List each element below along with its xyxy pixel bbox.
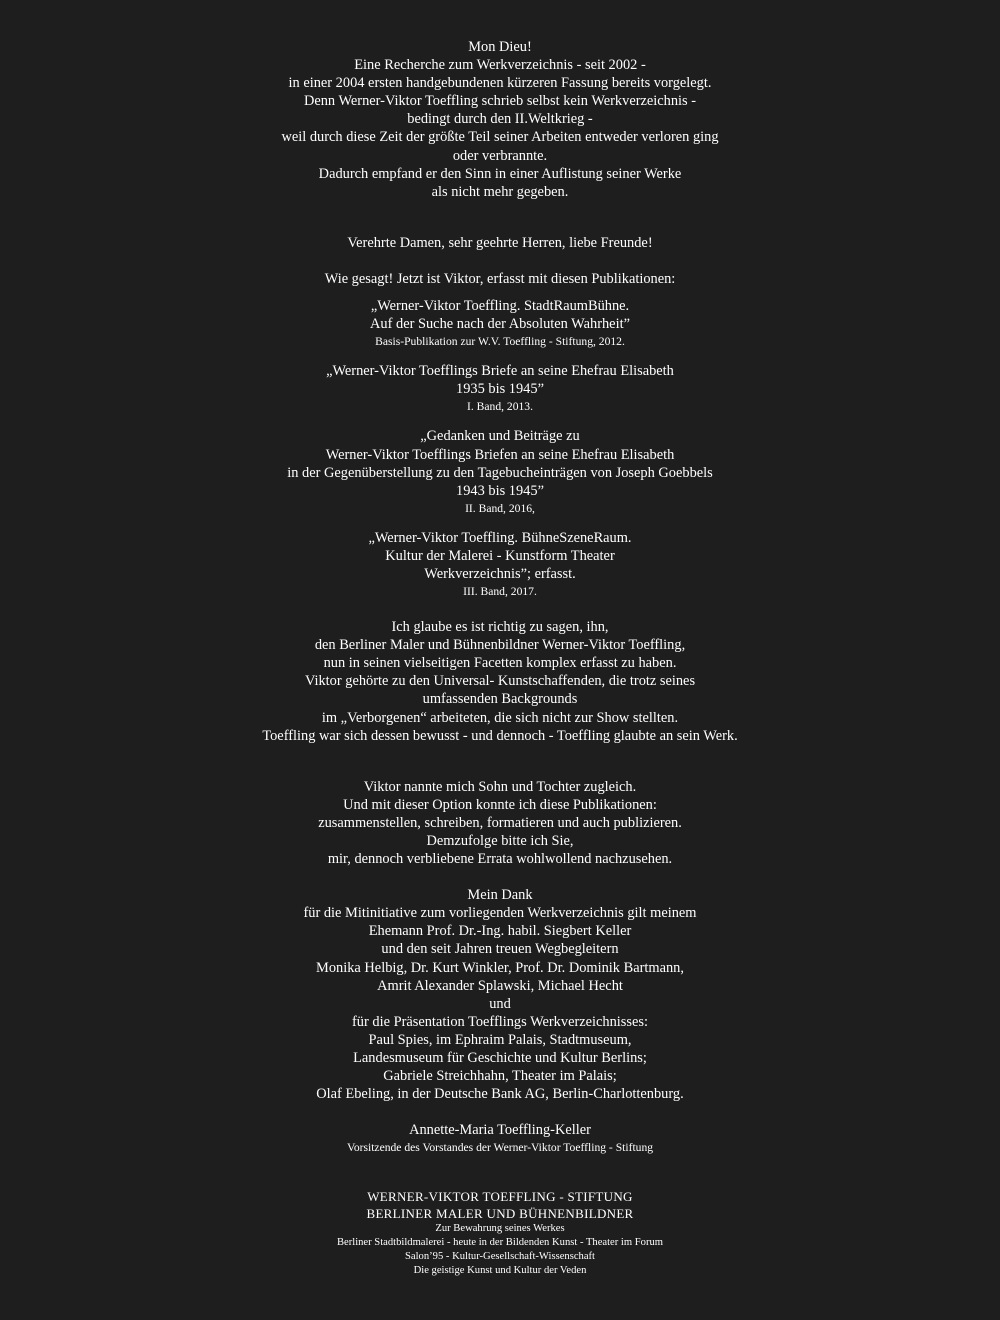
thanks-line: und den seit Jahren treuen Wegbegleitern [381, 941, 619, 958]
thanks-line: Mein Dank [467, 887, 533, 904]
signature-name: Annette-Maria Toeffling-Keller [409, 1122, 591, 1139]
belief-line: Toeffling war sich dessen bewusst - und dennoch - Toeffling glaubte an sein Werk. [262, 727, 738, 744]
thanks-line: Landesmuseum für Geschichte und Kultur Berlins; [353, 1050, 647, 1067]
signature-role: Vorsitzende des Vorstandes der Werner-Viktor Toeffling - Stiftung [346, 1141, 654, 1155]
intro-line: Denn Werner-Viktor Toeffling schrieb selbst kein Werkverzeichnis - [303, 93, 697, 110]
foundation-line: Zur Bewahrung seines Werkes [435, 1223, 565, 1235]
foundation-name: WERNER-VIKTOR TOEFFLING - STIFTUNG [367, 1189, 633, 1205]
publication-note: III. Band, 2017. [463, 585, 537, 599]
belief-line: umfassenden Backgrounds [422, 691, 578, 708]
foundation-block [0, 1189, 1000, 1277]
intro-line: in einer 2004 ersten handgebundenen kürzeren Fassung bereits vorgelegt. [288, 75, 712, 92]
son-daughter-section [0, 778, 1000, 868]
letter-page [0, 38, 1000, 1278]
publication-title-line: in der Gegenüberstellung zu den Tagebucheinträgen von Joseph Goebbels [287, 464, 713, 481]
publication-title-line: „Gedanken und Beiträge zu [420, 428, 580, 445]
intro-line: Dadurch empfand er den Sinn in einer Auflistung seiner Werke [318, 165, 682, 182]
thanks-line: Olaf Ebeling, in der Deutsche Bank AG, Berlin-Charlottenburg. [316, 1086, 684, 1103]
thanks-line: Amrit Alexander Splawski, Michael Hecht [377, 977, 623, 994]
foundation-line: Berliner Stadtbildmalerei - heute in der Bildenden Kunst - Theater im Forum [336, 1237, 664, 1249]
publication-title-line: „Werner-Viktor Toeffling. BühneSzeneRaum. [368, 529, 632, 546]
publication-title-line: Kultur der Malerei - Kunstform Theater [385, 547, 615, 564]
thanks-line: Gabriele Streichhahn, Theater im Palais; [383, 1068, 617, 1085]
intro-line: oder verbrannte. [452, 147, 548, 164]
publication-title-line: Auf der Suche nach der Absoluten Wahrheit” [370, 316, 630, 333]
intro-section [0, 38, 1000, 201]
son-daughter-line: mir, dennoch verbliebene Errata wohlwollend nachzusehen. [327, 851, 673, 868]
thanks-section [0, 886, 1000, 1103]
belief-line: Ich glaube es ist richtig zu sagen, ihn, [391, 619, 609, 636]
son-daughter-line: Und mit dieser Option konnte ich diese Publikationen: [343, 796, 657, 813]
thanks-line: und [489, 995, 511, 1012]
intro-line: als nicht mehr gegeben. [431, 183, 569, 200]
publication-item [0, 529, 1000, 600]
thanks-line: Monika Helbig, Dr. Kurt Winkler, Prof. Dr. Dominik Bartmann, [316, 959, 684, 976]
thanks-line: Ehemann Prof. Dr.-Ing. habil. Siegbert Keller [368, 923, 632, 940]
belief-line: den Berliner Maler und Bühnenbildner Werner-Viktor Toeffling, [314, 637, 686, 654]
publication-title-line: „Werner-Viktor Toefflings Briefe an seine Ehefrau Elisabeth [326, 363, 674, 380]
belief-line: Viktor gehörte zu den Universal- Kunstschaffenden, die trotz seines [304, 673, 696, 690]
publication-title-line: 1943 bis 1945” [456, 482, 544, 499]
greeting: Verehrte Damen, sehr geehrte Herren, liebe Freunde! [347, 234, 653, 251]
belief-line: nun in seinen vielseitigen Facetten komplex erfasst zu haben. [323, 655, 677, 672]
intro-line: bedingt durch den II.Weltkrieg - [407, 111, 593, 128]
thanks-line: Paul Spies, im Ephraim Palais, Stadtmuseum, [368, 1031, 632, 1048]
publication-item [0, 427, 1000, 516]
intro-line: Mon Dieu! [468, 39, 532, 55]
son-daughter-line: zusammenstellen, schreiben, formatieren und auch publizieren. [318, 814, 682, 831]
belief-line: im „Verborgenen“ arbeiteten, die sich nicht zur Show stellten. [321, 709, 679, 726]
publication-item [0, 362, 1000, 415]
publication-item [0, 297, 1000, 350]
intro-line: Eine Recherche zum Werkverzeichnis - seit 2002 - [354, 57, 646, 74]
publication-note: Basis-Publikation zur W.V. Toeffling - Stiftung, 2012. [375, 335, 625, 349]
publication-title-line: Werkverzeichnis”; erfasst. [424, 565, 576, 582]
signature-block [0, 1121, 1000, 1156]
foundation-line: Salon’95 - Kultur-Gesellschaft-Wissenschaft [405, 1251, 595, 1262]
foundation-line: Die geistige Kunst und Kultur der Veden [413, 1264, 587, 1276]
publication-title-line: 1935 bis 1945” [456, 381, 544, 398]
thanks-line: für die Präsentation Toefflings Werkverzeichnisses: [352, 1013, 648, 1030]
foundation-subtitle: BERLINER MALER UND BÜHNENBILDNER [366, 1205, 634, 1221]
son-daughter-line: Demzufolge bitte ich Sie, [426, 833, 574, 849]
publication-note: I. Band, 2013. [466, 400, 533, 414]
thanks-line: für die Mitinitiative zum vorliegenden Werkverzeichnis gilt meinem [303, 905, 697, 922]
publication-title-line: Werner-Viktor Toefflings Briefen an seine Ehefrau Elisabeth [325, 446, 675, 463]
intro-line: weil durch diese Zeit der größte Teil seiner Arbeiten entweder verloren ging [281, 129, 719, 146]
publication-note: II. Band, 2016, [465, 501, 535, 515]
publication-title-line: „Werner-Viktor Toeffling. StadtRaumBühne. [370, 298, 630, 315]
son-daughter-line: Viktor nannte mich Sohn und Tochter zugleich. [363, 778, 637, 795]
publications-intro: Wie gesagt! Jetzt ist Viktor, erfasst mit diesen Publikationen: [324, 270, 676, 287]
belief-section [0, 618, 1000, 745]
